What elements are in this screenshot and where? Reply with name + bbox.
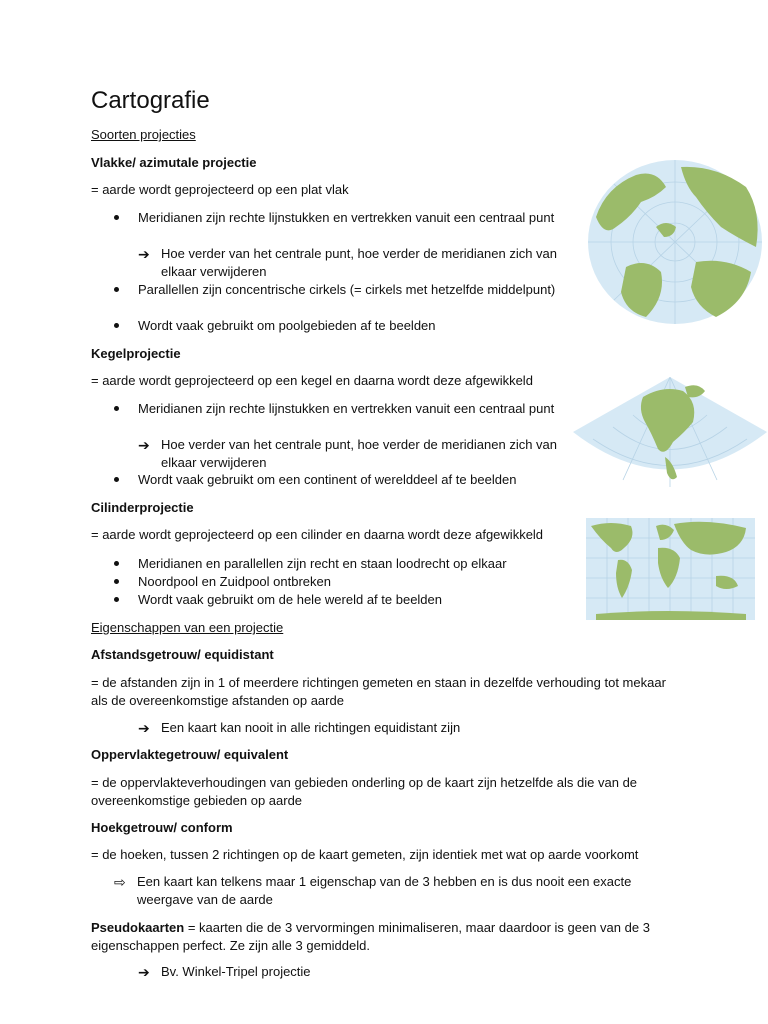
paragraph-pseudo: Pseudokaarten = kaarten die de 3 vervormingen minimaliseren, maar daardoor is geen van de 3 eigenschappen perfect. Ze zijn alle 3 gemiddeld. (91, 920, 650, 953)
bullet-icon (114, 597, 119, 602)
bullet-icon (114, 323, 119, 328)
definition-equidistant: = de afstanden zijn in 1 of meerdere richtingen gemeten en staan in dezelfde verhouding tot mekaar als de overeenkomstige afstanden op aarde (91, 675, 666, 708)
heading-conic: Kegelprojectie (91, 346, 181, 361)
hollow-arrow-right-icon: ⇨ (114, 874, 126, 890)
bullet-icon (114, 287, 119, 292)
page-title: Cartografie (91, 87, 210, 114)
bullet-icon (114, 561, 119, 566)
heading-azimutal: Vlakke/ azimutale projectie (91, 155, 257, 170)
bullet-icon (114, 579, 119, 584)
term-pseudokaarten: Pseudokaarten (91, 920, 185, 935)
heading-equidistant: Afstandsgetrouw/ equidistant (91, 647, 274, 662)
bullet-icon (114, 406, 119, 411)
heading-conform: Hoekgetrouw/ conform (91, 820, 233, 835)
arrow-right-icon: ➔ (138, 246, 150, 262)
azimuthal-map-image (586, 157, 764, 327)
bullet-icon (114, 215, 119, 220)
definition-conform: = de hoeken, tussen 2 richtingen op de kaart gemeten, zijn identiek met wat op aarde voorkomt (91, 847, 639, 862)
arrow-right-icon: ➔ (138, 720, 150, 736)
cylindrical-map-image (586, 518, 755, 620)
heading-equivalent: Oppervlaktegetrouw/ equivalent (91, 747, 289, 762)
arrow-right-icon: ➔ (138, 437, 150, 453)
definition-cylinder: = aarde wordt geprojecteerd op een cilinder en daarna wordt deze afgewikkeld (91, 527, 544, 542)
heading-cylinder: Cilinderprojectie (91, 500, 194, 515)
arrow-right-icon: ➔ (138, 964, 150, 980)
definition-conic: = aarde wordt geprojecteerd op een kegel en daarna wordt deze afgewikkeld (91, 373, 533, 388)
section-heading-projection-types: Soorten projecties (91, 127, 196, 142)
definition-azimutal: = aarde wordt geprojecteerd op een plat vlak (91, 182, 349, 197)
conic-map-image (573, 377, 767, 489)
bullet-icon (114, 477, 119, 482)
definition-equivalent: = de oppervlakteverhoudingen van gebieden onderling op de kaart zijn hetzelfde als die van de overeenkomstige gebieden op aarde (91, 775, 638, 808)
section-heading-properties: Eigenschappen van een projectie (91, 620, 284, 635)
